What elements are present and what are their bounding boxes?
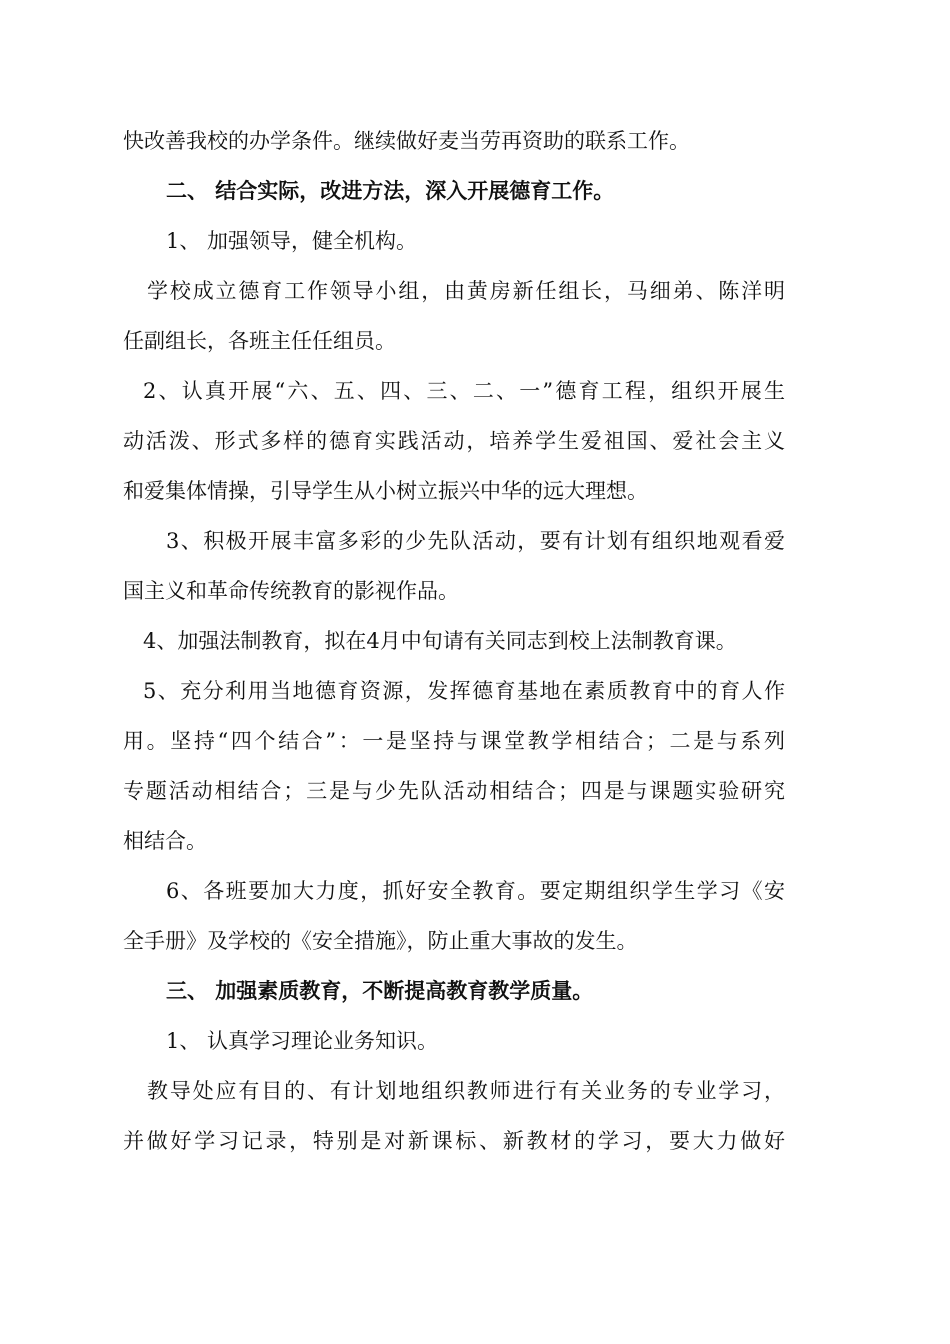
paragraph-line: 专题活动相结合；三是与少先队活动相结合；四是与课题实验研究 xyxy=(123,779,785,803)
paragraph-line: 快改善我校的办学条件。继续做好麦当劳再资助的联系工作。 xyxy=(123,129,690,153)
paragraph-line: 并做好学习记录，特别是对新课标、新教材的学习，要大力做好 xyxy=(123,1129,785,1153)
paragraph-line: 动活泼、形式多样的德育实践活动，培养学生爱祖国、爱社会主义 xyxy=(123,429,785,453)
subheading-line: 1、 认真学习理论业务知识。 xyxy=(166,1029,439,1053)
paragraph-line: 相结合。 xyxy=(123,829,207,853)
paragraph-line: 任副组长，各班主任任组员。 xyxy=(123,329,396,353)
paragraph-line: 国主义和革命传统教育的影视作品。 xyxy=(123,579,459,603)
paragraph-line: 全手册》及学校的《安全措施》，防止重大事故的发生。 xyxy=(123,929,638,953)
section-heading-2: 二、 结合实际，改进方法，深入开展德育工作。 xyxy=(166,178,615,203)
paragraph-line: 教导处应有目的、有计划地组织教师进行有关业务的专业学习， xyxy=(147,1079,785,1103)
paragraph-line: 3、积极开展丰富多彩的少先队活动，要有计划有组织地观看爱 xyxy=(166,529,785,553)
paragraph-line: 4、加强法制教育，拟在4月中旬请有关同志到校上法制教育课。 xyxy=(143,629,737,653)
paragraph-line: 6、各班要加大力度，抓好安全教育。要定期组织学生学习《安 xyxy=(166,879,785,903)
paragraph-line: 2、认真开展“六、五、四、三、二、一”德育工程，组织开展生 xyxy=(143,379,785,403)
paragraph-line: 用。坚持“四个结合”：一是坚持与课堂教学相结合；二是与系列 xyxy=(123,729,785,753)
paragraph-line: 和爱集体情操，引导学生从小树立振兴中华的远大理想。 xyxy=(123,479,648,503)
section-heading-3: 三、 加强素质教育，不断提高教育教学质量。 xyxy=(166,978,594,1003)
paragraph-line: 5、充分利用当地德育资源，发挥德育基地在素质教育中的育人作 xyxy=(143,679,785,703)
paragraph-line: 学校成立德育工作领导小组，由黄房新任组长，马细弟、陈洋明 xyxy=(147,279,785,303)
subheading-line: 1、 加强领导，健全机构。 xyxy=(166,229,418,253)
